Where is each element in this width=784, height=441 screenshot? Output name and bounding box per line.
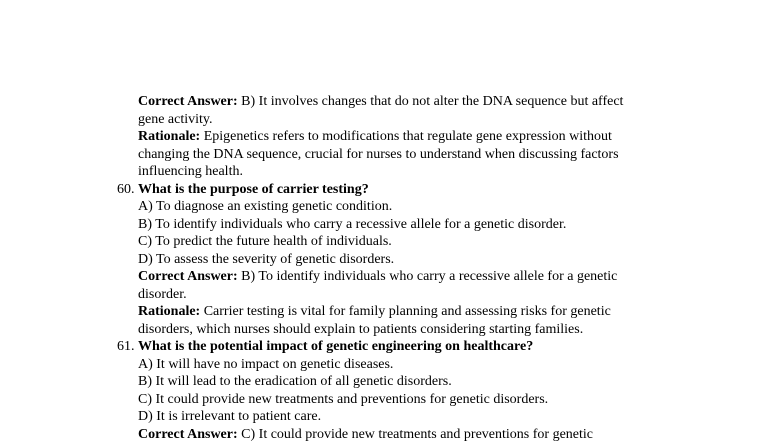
prev-correct-answer	[138, 93, 623, 111]
rationale-text: Epigenetics refers to modifications that regulate gene expression without	[200, 129, 612, 144]
question-60-option-d: D) To assess the severity of genetic disorders.	[138, 251, 395, 267]
prev-correct-answer-cont: gene activity.	[138, 111, 213, 127]
question-61-option-c: C) It could provide new treatments and preventions for genetic disorders.	[138, 391, 549, 407]
correct-answer-label: Correct Answer:	[138, 426, 238, 441]
question-60-number: 60.	[117, 181, 135, 197]
correct-answer-label: Correct Answer:	[138, 94, 238, 109]
correct-answer-label: Correct Answer:	[138, 269, 238, 284]
question-60-text: What is the purpose of carrier testing?	[138, 181, 369, 197]
rationale-label: Rationale:	[138, 129, 201, 144]
correct-answer-text: B) It involves changes that do not alter the DNA sequence but affect	[237, 94, 624, 109]
question-61-option-d: D) It is irrelevant to patient care.	[138, 409, 322, 424]
question-60-rationale	[138, 303, 611, 321]
question-61-number: 61.	[117, 339, 135, 354]
question-60-option-b: B) To identify individuals who carry a recessive allele for a genetic disorder.	[138, 216, 567, 232]
correct-answer-text: B) To identify individuals who carry a recessive allele for a genetic	[237, 269, 618, 284]
question-60-option-c: C) To predict the future health of individuals.	[138, 234, 392, 249]
question-61-option-b: B) It will lead to the eradication of all genetic disorders.	[138, 374, 452, 389]
question-60-correct-answer	[138, 268, 617, 286]
prev-rationale-cont-1: changing the DNA sequence, crucial for nurses to understand when discussing factors	[138, 146, 619, 162]
question-60-option-a: A) To diagnose an existing genetic condition.	[138, 199, 393, 214]
question-61-option-a: A) It will have no impact on genetic diseases.	[138, 356, 394, 372]
question-60-correct-answer-cont: disorder.	[138, 286, 187, 302]
prev-rationale-cont-2: influencing health.	[138, 164, 243, 179]
question-61-text: What is the potential impact of genetic engineering on healthcare?	[138, 339, 534, 354]
prev-rationale	[138, 128, 612, 146]
question-60-rationale-cont: disorders, which nurses should explain to patients considering starting families.	[138, 321, 584, 337]
rationale-text: Carrier testing is vital for family planning and assessing risks for genetic	[200, 304, 611, 319]
question-61-correct-answer	[138, 426, 593, 441]
correct-answer-text: C) It could provide new treatments and preventions for genetic	[237, 426, 593, 441]
rationale-label: Rationale:	[138, 304, 201, 319]
